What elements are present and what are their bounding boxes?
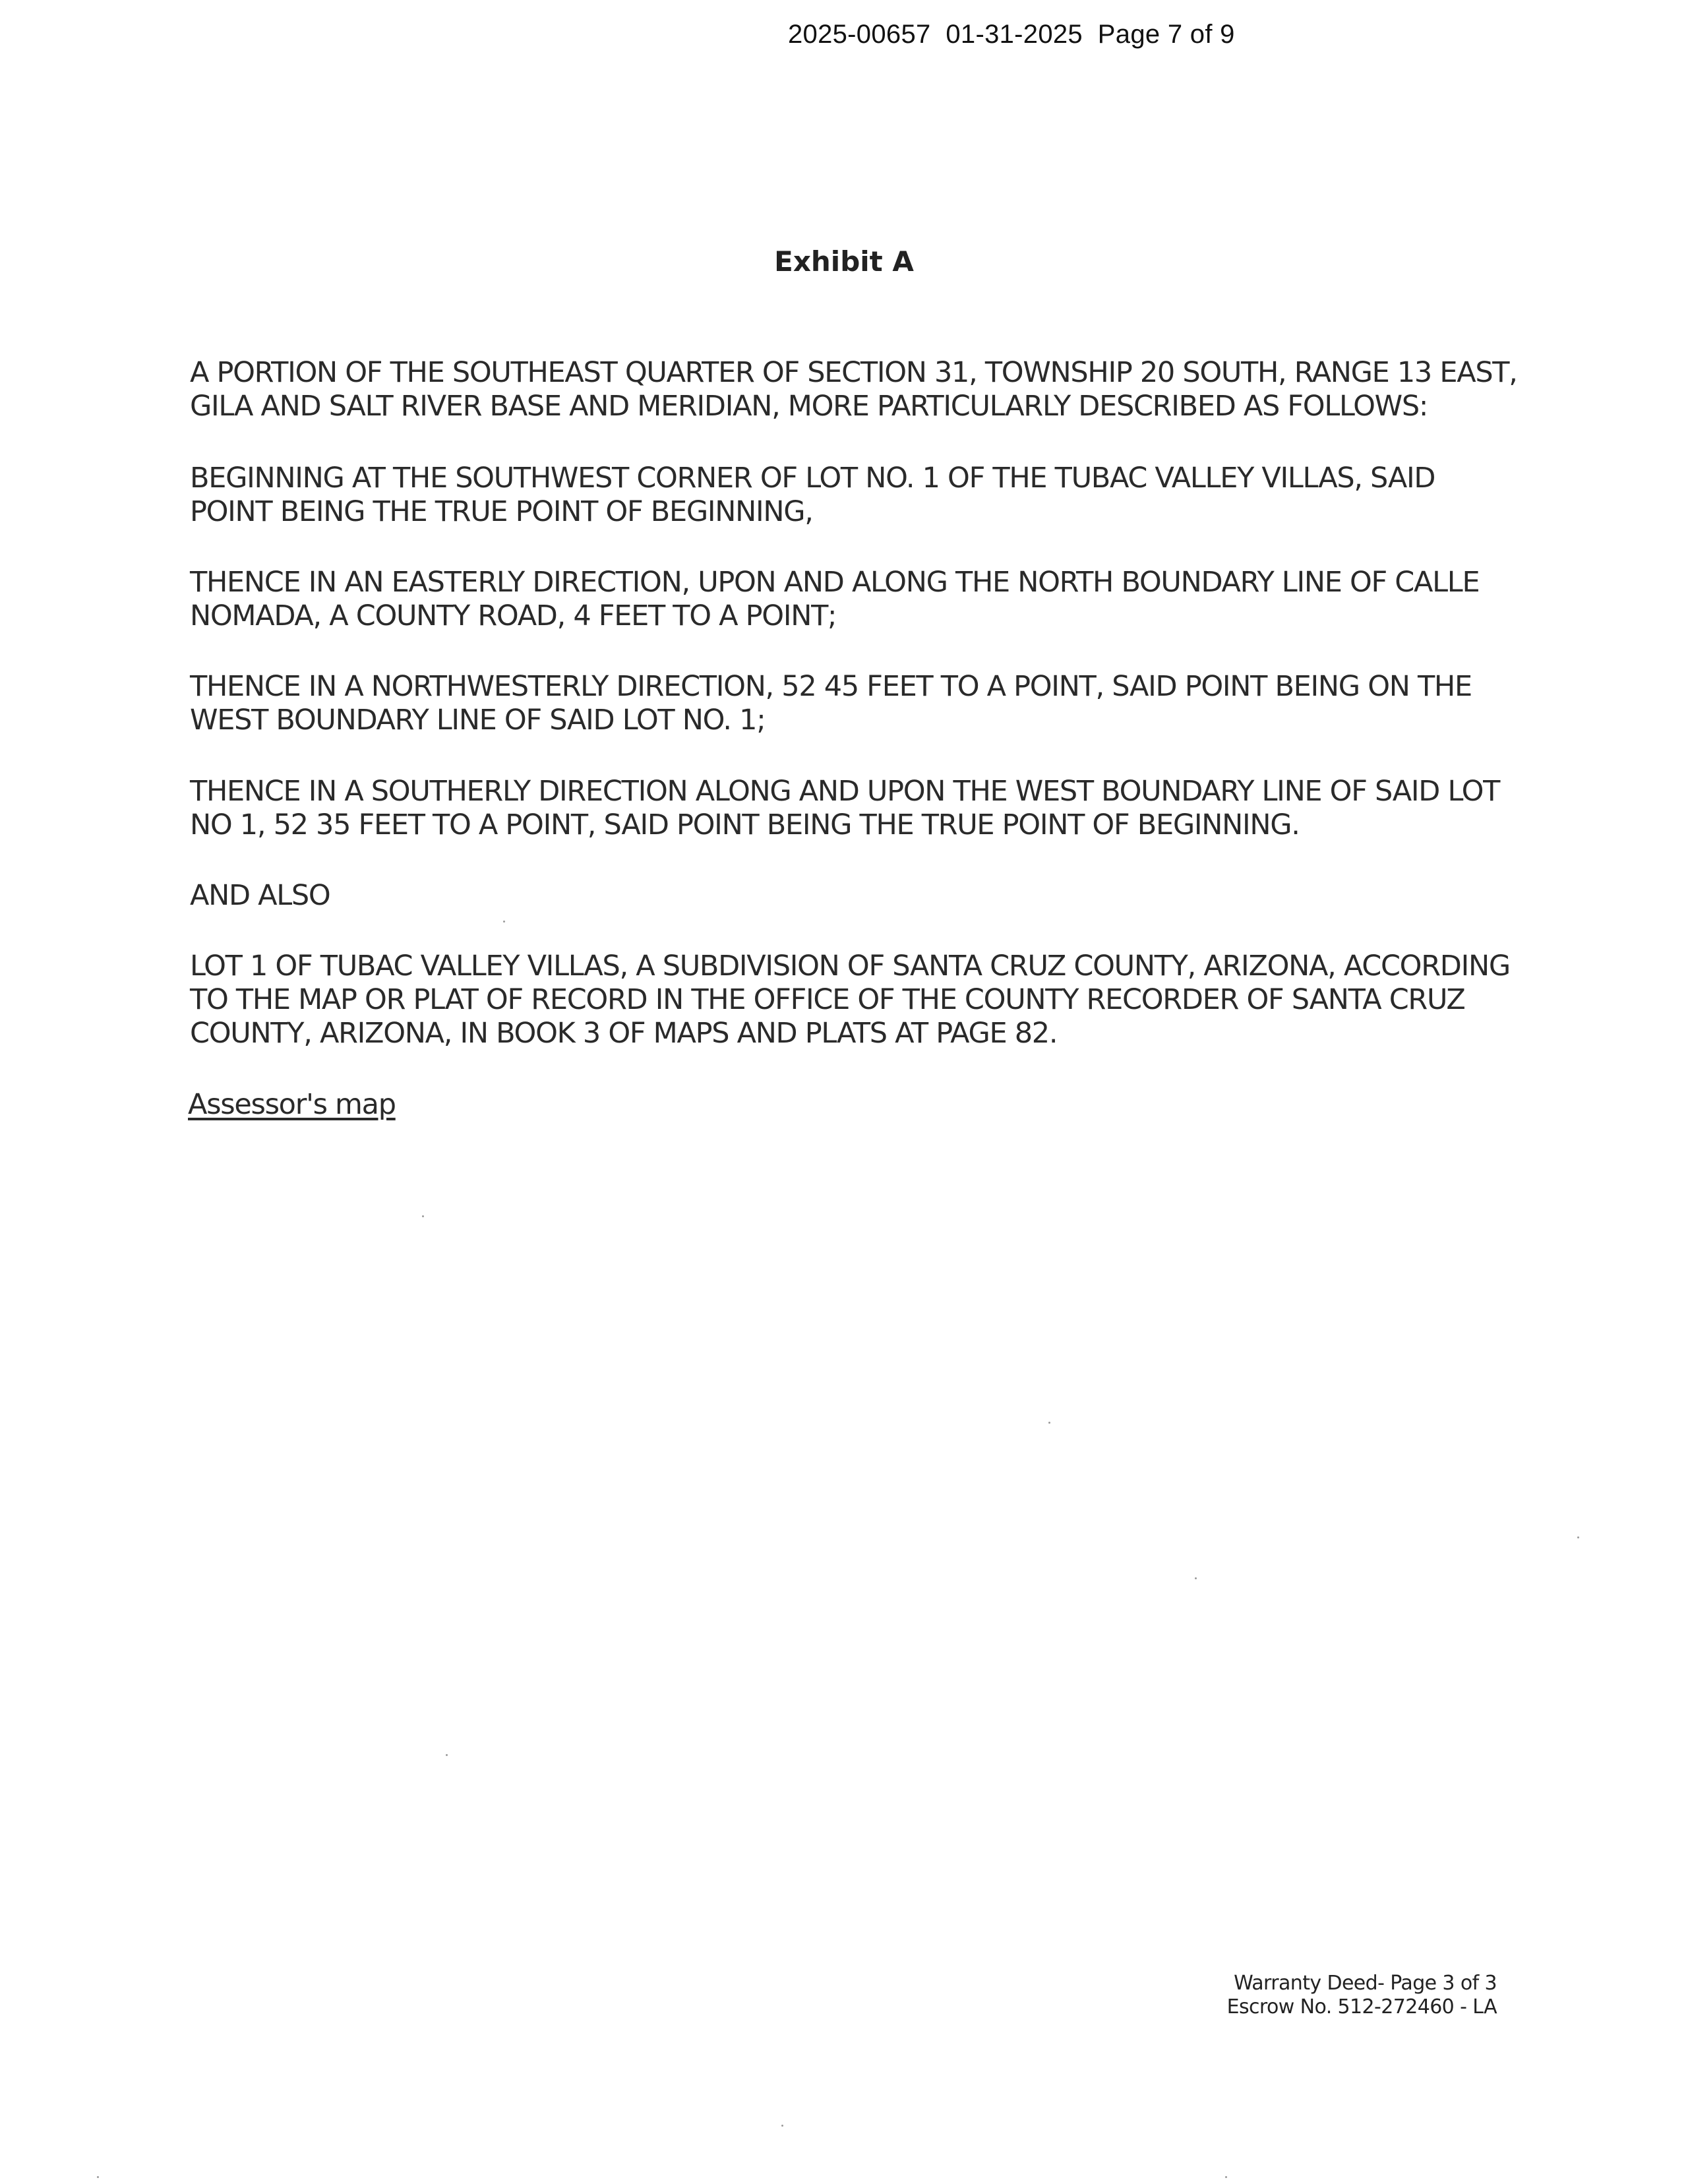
scan-speck bbox=[503, 921, 505, 923]
assessors-map-link[interactable]: Assessor's map bbox=[188, 1088, 396, 1121]
scan-speck bbox=[97, 2176, 99, 2178]
legal-description-paragraph-7 bbox=[190, 950, 1509, 1050]
legal-description-paragraph-3 bbox=[190, 566, 1509, 633]
paragraph-line: A PORTION OF THE SOUTHEAST QUARTER OF SECTION 31, TOWNSHIP 20 SOUTH, RANGE 13 EAST, bbox=[190, 356, 1517, 389]
scan-speck bbox=[1048, 1422, 1050, 1424]
paragraph-line: THENCE IN A NORTHWESTERLY DIRECTION, 52 45 FEET TO A POINT, SAID POINT BEING ON THE bbox=[190, 670, 1472, 703]
paragraph-line: NO 1, 52 35 FEET TO A POINT, SAID POINT BEING THE TRUE POINT OF BEGINNING. bbox=[190, 808, 1300, 841]
exhibit-title: Exhibit A bbox=[774, 245, 914, 278]
page-footer bbox=[1227, 1972, 1497, 2019]
recording-stamp: 2025-00657 01-31-2025 Page 7 of 9 bbox=[788, 20, 1235, 49]
paragraph-line: WEST BOUNDARY LINE OF SAID LOT NO. 1; bbox=[190, 704, 766, 737]
footer-escrow-number: Escrow No. 512-272460 - LA bbox=[1226, 1995, 1497, 2018]
paragraph-line: COUNTY, ARIZONA, IN BOOK 3 OF MAPS AND PLATS AT PAGE 82. bbox=[190, 1017, 1058, 1050]
paragraph-line: LOT 1 OF TUBAC VALLEY VILLAS, A SUBDIVISION OF SANTA CRUZ COUNTY, ARIZONA, ACCORDING bbox=[190, 950, 1510, 983]
scan-speck bbox=[1225, 2176, 1227, 2178]
scan-speck bbox=[1577, 1536, 1579, 1538]
paragraph-line: AND ALSO bbox=[190, 879, 330, 912]
scan-speck bbox=[781, 2125, 783, 2127]
legal-description-paragraph-4 bbox=[190, 670, 1509, 737]
scan-speck bbox=[422, 1215, 424, 1217]
paragraph-line: THENCE IN A SOUTHERLY DIRECTION ALONG AND UPON THE WEST BOUNDARY LINE OF SAID LOT bbox=[190, 775, 1500, 808]
paragraph-line: THENCE IN AN EASTERLY DIRECTION, UPON AND ALONG THE NORTH BOUNDARY LINE OF CALLE bbox=[190, 566, 1480, 599]
paragraph-line: BEGINNING AT THE SOUTHWEST CORNER OF LOT NO. 1 OF THE TUBAC VALLEY VILLAS, SAID bbox=[190, 462, 1435, 495]
paragraph-line: TO THE MAP OR PLAT OF RECORD IN THE OFFICE OF THE COUNTY RECORDER OF SANTA CRUZ bbox=[190, 983, 1465, 1016]
footer-page-label: Warranty Deed- Page 3 of 3 bbox=[1234, 1972, 1497, 1995]
paragraph-line: POINT BEING THE TRUE POINT OF BEGINNING, bbox=[190, 495, 813, 528]
legal-description-paragraph-6 bbox=[190, 879, 1509, 913]
legal-description-paragraph-1 bbox=[190, 356, 1517, 423]
legal-description-paragraph-2 bbox=[190, 462, 1509, 529]
paragraph-line: GILA AND SALT RIVER BASE AND MERIDIAN, MORE PARTICULARLY DESCRIBED AS FOLLOWS: bbox=[190, 390, 1428, 423]
paragraph-line: NOMADA, A COUNTY ROAD, 4 FEET TO A POINT; bbox=[190, 599, 837, 632]
scan-speck bbox=[446, 1754, 448, 1756]
legal-description-paragraph-5 bbox=[190, 775, 1509, 842]
scan-speck bbox=[1195, 1577, 1197, 1579]
